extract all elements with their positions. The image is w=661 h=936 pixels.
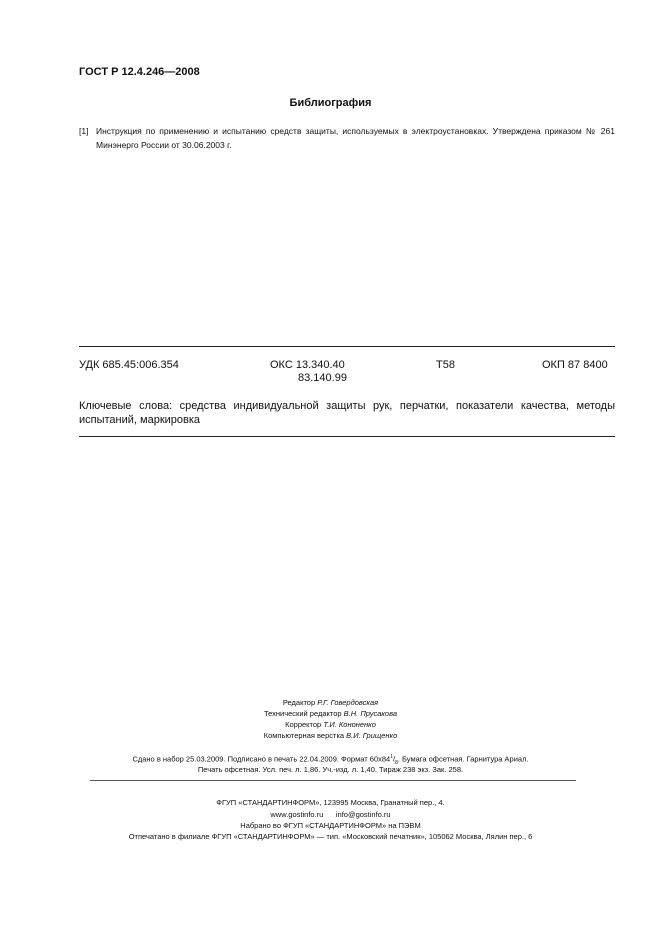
credit-tech-editor: Технический редактор В.Н. Прусакова	[263, 709, 398, 718]
publisher-email: info@gostinfo.ru	[335, 810, 391, 819]
okp-code: ОКП 87 8400	[542, 359, 608, 371]
bibliography-item	[79, 124, 615, 152]
publisher-contacts	[0, 809, 661, 820]
oks-code-2: 83.140.99	[298, 372, 347, 384]
t-code: Т58	[436, 359, 455, 371]
publisher-address: ФГУП «СТАНДАРТИНФОРМ», 123995 Москва, Гранатный пер., 4.	[216, 798, 445, 807]
credit-editor: Редактор Р.Г. Говердовская	[282, 698, 379, 707]
imprint-line-2: Печать офсетная. Усл. печ. л. 1,86. Уч.-изд. л. 1,40. Тираж 238 экз. Зак. 258.	[197, 765, 464, 774]
typeset-note: Набрано во ФГУП «СТАНДАРТИНФОРМ» на ПЭВМ	[240, 821, 421, 830]
oks-code-1: ОКС 13.340.40	[270, 359, 345, 371]
imprint-line-1: Сдано в набор 25.03.2009. Подписано в печать 22.04.2009. Формат $60х84^1/_8$. Бумага офсетная. Гарнитура Ариал.	[132, 754, 529, 766]
imprint-divider	[90, 780, 576, 781]
credit-corrector: Корректор Т.И. Кононенко	[285, 720, 376, 729]
top-divider	[79, 346, 615, 347]
bibliography-item-number: [1]	[79, 126, 89, 136]
printing-note: Отпечатано в филиале ФГУП «СТАНДАРТИНФОРМ» — тип. «Московский печатник», 105062 Москва, Лялин пер., 6	[128, 832, 533, 841]
publisher-website: www.gostinfo.ru	[270, 810, 324, 819]
bibliography-title: Библиография	[289, 97, 372, 109]
standard-code: ГОСТ Р 12.4.246—2008	[79, 66, 200, 78]
credits-block	[0, 697, 661, 741]
credit-layout: Компьютерная верстка В.И. Грищенко	[263, 731, 398, 740]
udk-code: УДК 685.45:006.354	[79, 359, 179, 371]
bibliography-item-text: Инструкция по применению и испытанию средств защиты, используемых в электроустановках. Утверждена приказом № 261 Минэнерго России от 30.06.2003 г.	[96, 126, 615, 150]
bottom-divider	[79, 436, 615, 437]
keywords: Ключевые слова: средства индивидуальной защиты рук, перчатки, показатели качества, методы испытаний, маркировка	[79, 400, 615, 426]
